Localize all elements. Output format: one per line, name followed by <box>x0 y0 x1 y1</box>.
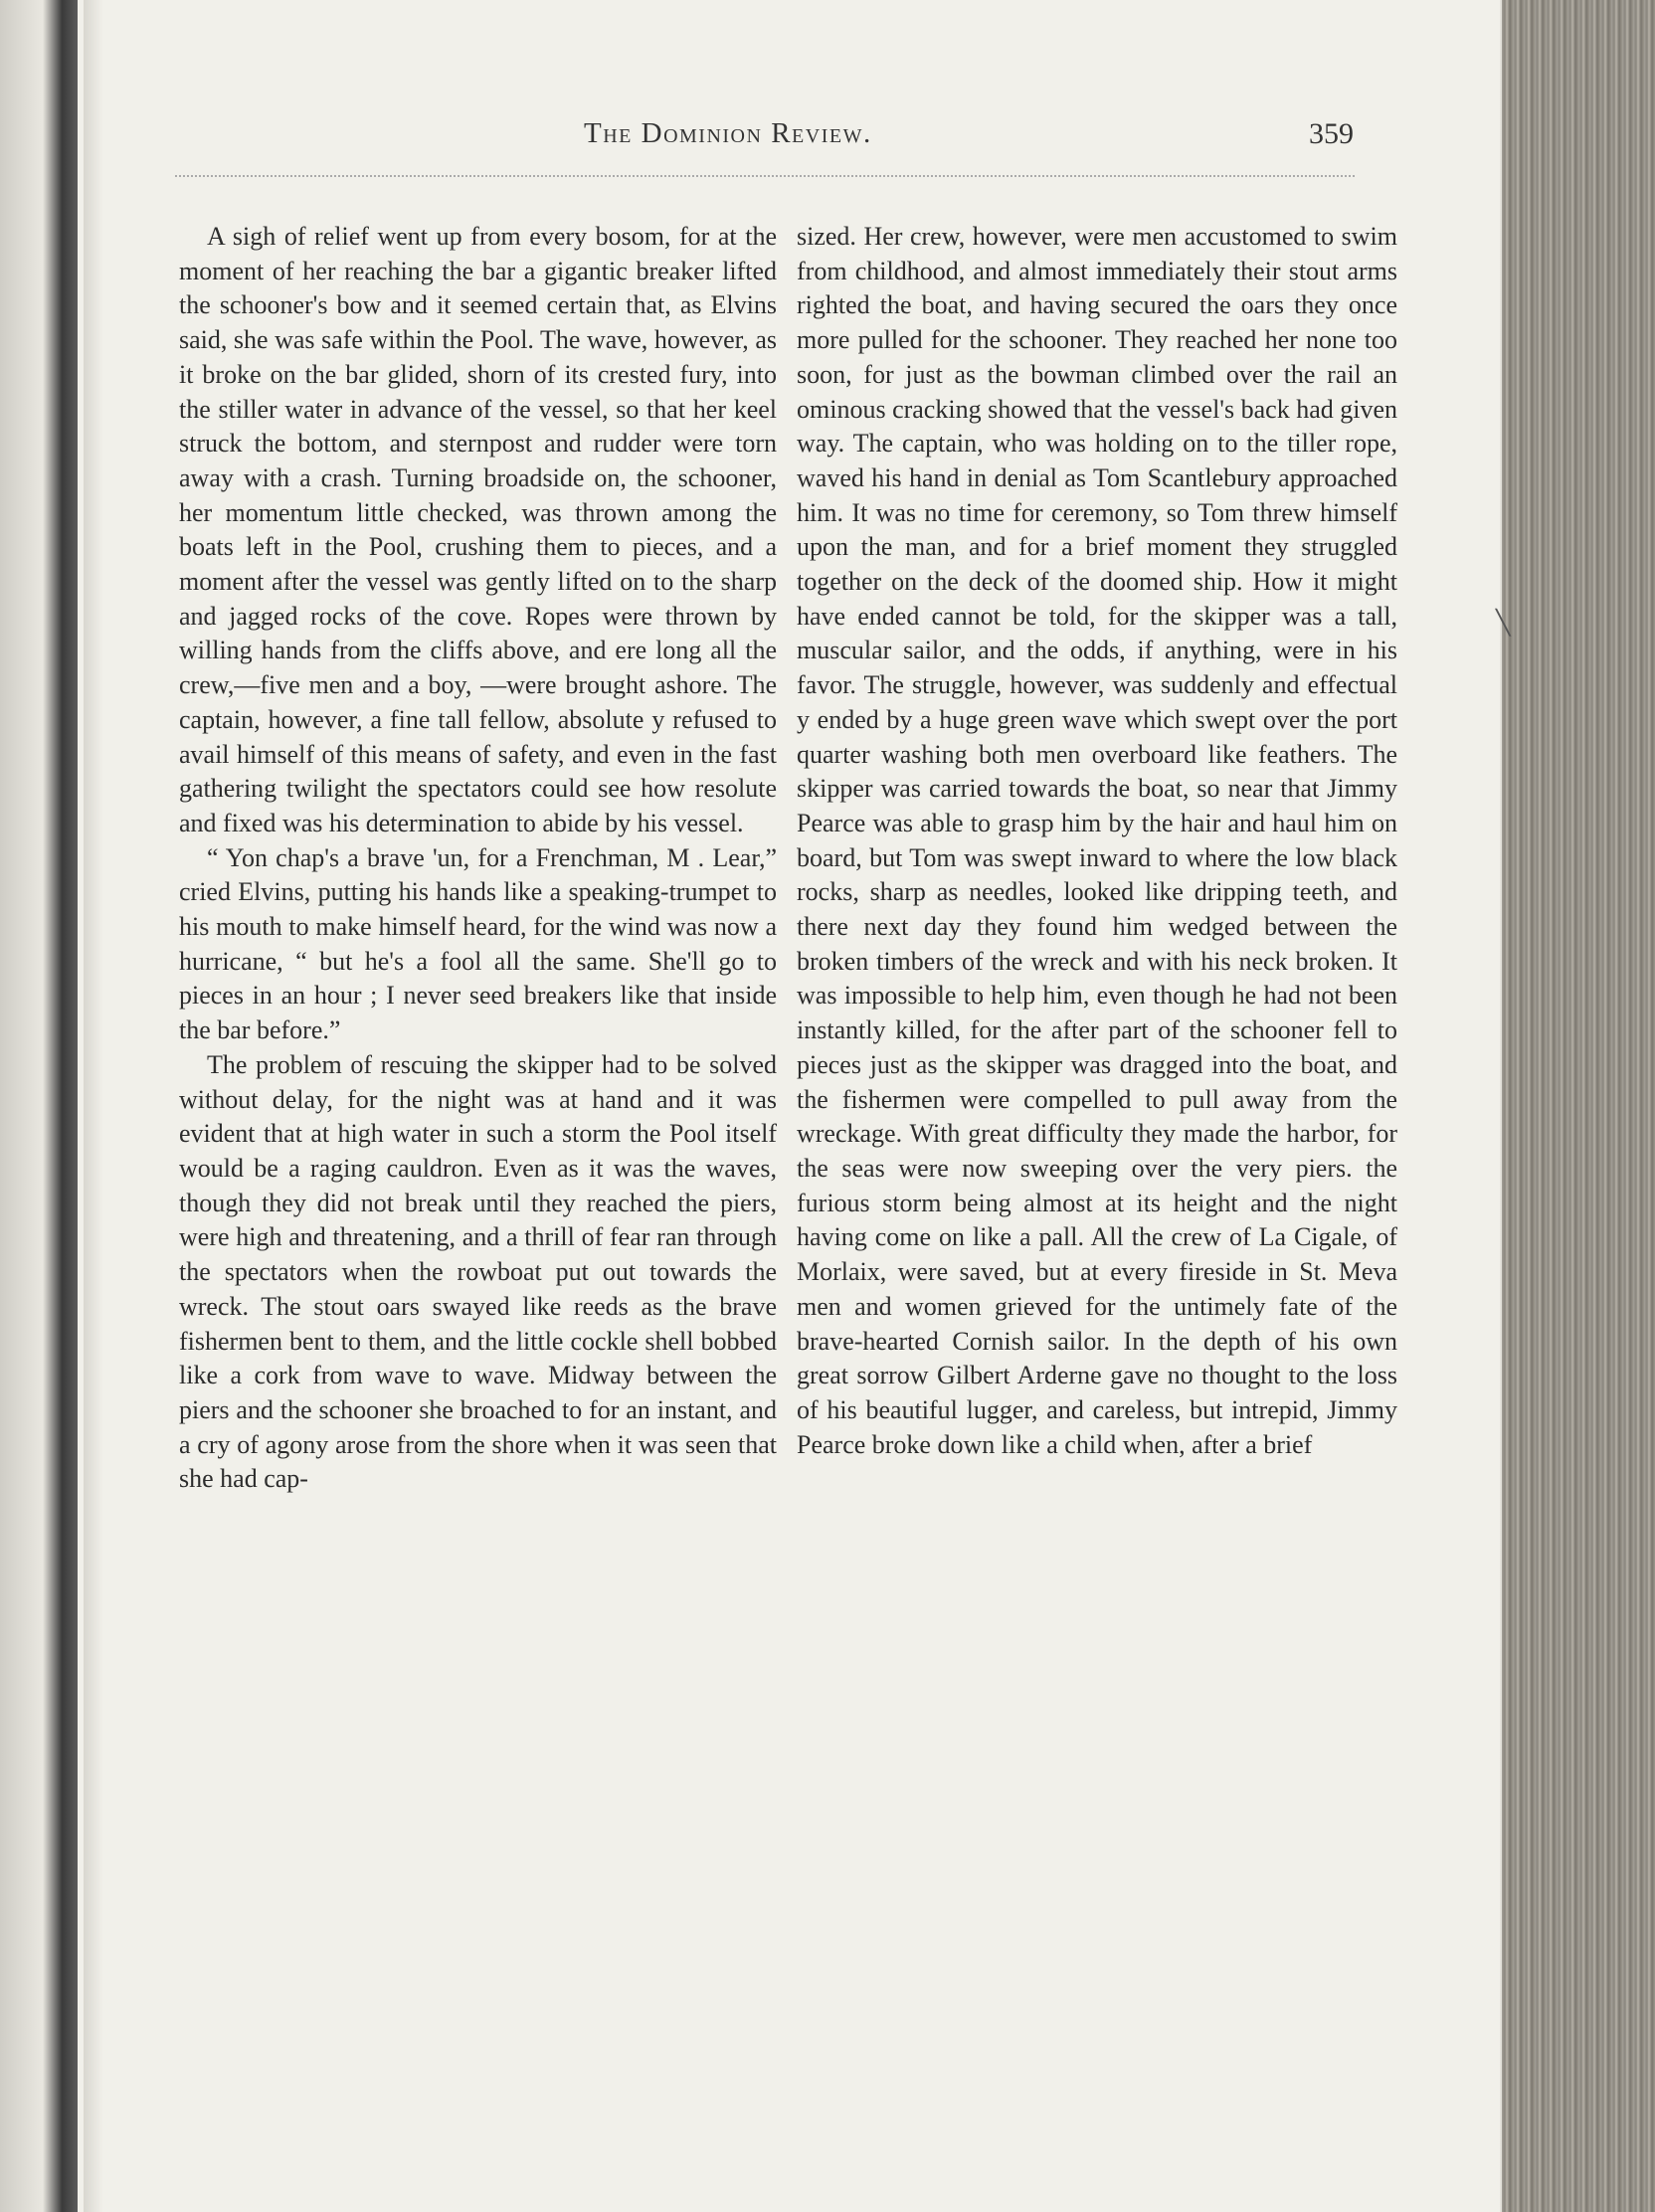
paragraph: The problem of rescuing the skipper had to be solved without delay, for the night was at hand and it was evident that at high water in such a storm the Pool itself would be a raging cauldron. Even as it was the waves, though they did not break until they reached the piers, were high and threatening, and a thrill of fear ran through the spectators when the rowboat put out towards the wreck. The stout oars swayed like reeds as the brave fishermen bent to them, and the little cockle shell bobbed like a cork from wave to wave. Midway between the piers and the schooner she broached to for an instant, and a cry of agony arose from the shore when it was seen that she had cap- <box>179 1049 777 1494</box>
book-page-edges <box>1502 0 1655 2212</box>
running-title: The Dominion Review. <box>584 117 872 149</box>
paragraph: sized. Her crew, however, were men accustomed to swim from childhood, and almost immediately their stout arms righted the boat, and having secured the oars they once more pulled for the schooner. They reached her none too soon, for just as the bowman climbed over the rail an ominous cracking showed that the vessel's back had given way. The captain, who was holding on to the tiller rope, waved his hand in denial as Tom Scantlebury approached him. It was no time for ceremony, so Tom threw himself upon the man, and for a brief moment they struggled together on the deck of the doomed ship. How it might have ended cannot be told, for the skipper was a tall, muscular sailor, and the odds, if anything, were in his favor. The struggle, however, was suddenly and effectual y ended by a huge green wave which swept over the port quarter washing both men overboard like feathers. The skipper was carried towards the boat, so near that Jimmy Pearce was able to grasp him by the hair and haul him on board, but Tom was swept inward to where the low black rocks, sharp as needles, looked like dripping teeth, and there next day they found him wedged between the broken timbers of the wreck and with his neck broken. It was impossible to help him, even though he had not been instantly killed, for the after part of the schooner fell to pieces just as the skipper was dragged into the boat, and the fishermen were compelled to pull away from the wreckage. With great difficulty they made the harbor, for the seas were now sweeping over the very piers. the furious storm being almost at its height and the night having come on like a pall. All the crew of La Cigale, of Morlaix, were saved, but at every fireside in St. Meva men and women grieved for the untimely fate of the brave-hearted Cornish sailor. In the depth of his own great sorrow Gilbert Arderne gave no thought to the loss of his beautiful lugger, and careless, but intrepid, Jimmy Pearce broke down like a child when, after a brief <box>797 222 1397 1459</box>
left-gutter-shadow <box>0 0 78 2212</box>
paragraph: A sigh of relief went up from every bosom, for at the moment of her reaching the bar a gigantic breaker lifted the schooner's bow and it seemed certain that, as Elvins said, she was safe within the Pool. The wave, however, as it broke on the bar glided, shorn of its crested fury, into the stiller water in advance of the vessel, so that her keel struck the bottom, and sternpost and rudder were torn away with a crash. Turning broadside on, the schooner, her momentum little checked, was thrown among the boats left in the Pool, crushing them to pieces, and a moment after the vessel was gently lifted on to the sharp and jagged rocks of the cove. Ropes were thrown by willing hands from the cliffs above, and ere long all the crew,—five men and a boy, —were brought ashore. The captain, however, a fine tall fellow, absolute y refused to avail himself of this means of safety, and even in the fast gathering twilight the spectators could see how resolute and fixed was his determination to abide by his vessel. <box>179 222 777 837</box>
page-header <box>103 117 1498 167</box>
header-rule <box>175 175 1355 177</box>
page-number: 359 <box>1309 117 1354 150</box>
left-column <box>179 220 777 1497</box>
margin-mark-icon: ╲ <box>1496 611 1511 637</box>
book-page <box>103 0 1498 2212</box>
paragraph: “ Yon chap's a brave 'un, for a Frenchman, M . Lear,” cried Elvins, putting his hands like a speaking-trumpet to his mouth to make himself heard, for the wind was now a hurricane, “ but he's a fool all the same. She'll go to pieces in an hour ; I never seed breakers like that inside the bar before.” <box>179 842 777 1045</box>
binding-crease <box>84 0 103 2212</box>
right-column <box>797 220 1397 1462</box>
